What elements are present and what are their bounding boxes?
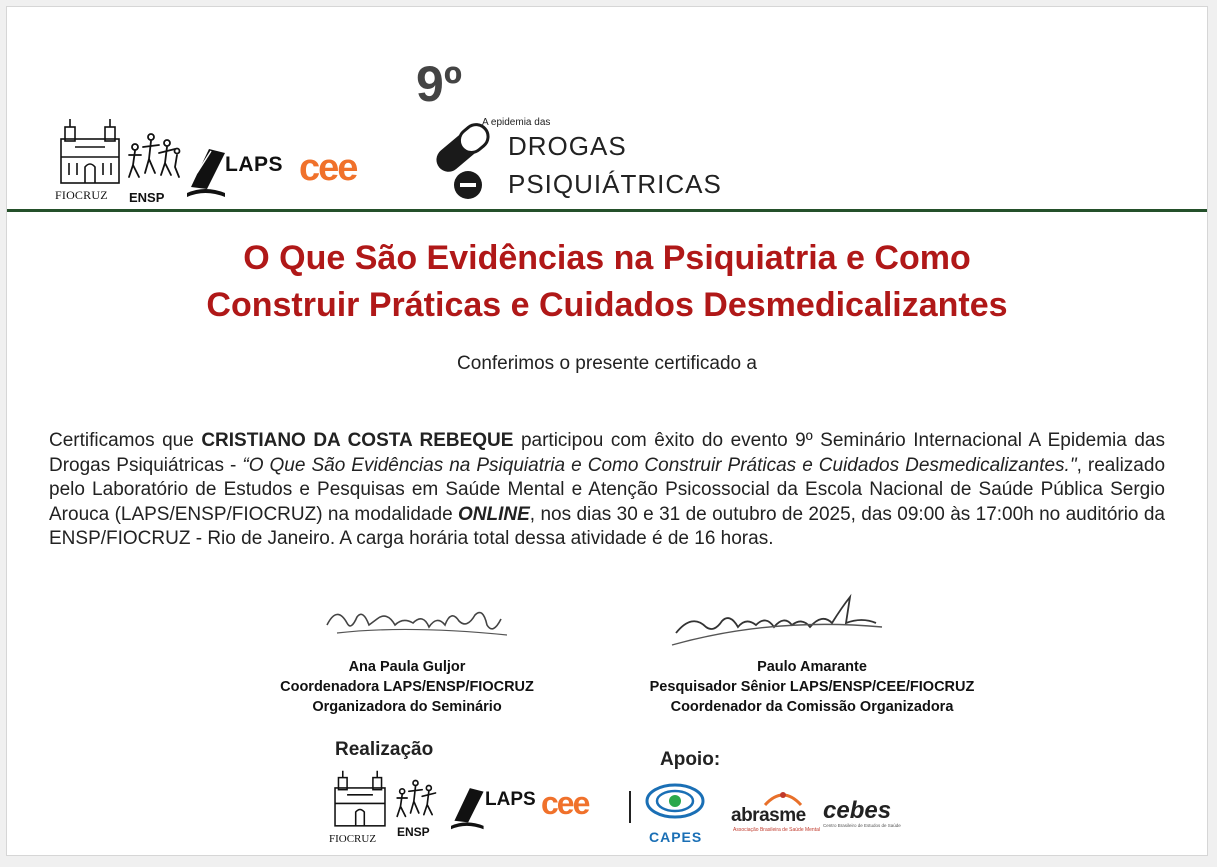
body-organizer: , realizado pelo Laboratório de Estudos e Pesquisas em Saúde Mental e Atenção Psicossocial da Escola Nacional de Saúde Pública Sergio Arouca (LAPS/ENSP/FIOCRUZ) na modalidade xyxy=(49,454,1166,525)
signer-role: Coordenadora LAPS/ENSP/FIOCRUZ xyxy=(280,679,534,695)
event-title-line2: PSIQUIÁTRICAS xyxy=(508,169,722,199)
body-intro: Certificamos que xyxy=(49,430,202,451)
laps-label: LAPS xyxy=(485,789,536,810)
fiocruz-label: FIOCRUZ xyxy=(55,188,108,202)
footer-laps-logo xyxy=(449,783,549,831)
capes-eye-icon xyxy=(643,779,707,823)
abrasme-subtitle: Associação Brasileira de Saúde Mental xyxy=(733,827,820,833)
signer-name: Ana Paula Guljor xyxy=(348,659,466,675)
certificate-body xyxy=(49,429,1165,552)
modality: ONLINE xyxy=(458,503,530,525)
body-dates: , nos dias 30 e 31 de outubro de 2025, das 09:00 às 17:00h no auditório da ENSP/FIOCRUZ - Rio de Janeiro. A carga horária total dessa atividade é de 16 horas. xyxy=(49,503,1165,549)
capes-logo xyxy=(643,779,715,845)
fiocruz-label: FIOCRUZ xyxy=(329,833,377,845)
ensp-label: ENSP xyxy=(129,190,165,205)
cebes-logo xyxy=(823,799,909,837)
talk-title: “O Que São Evidências na Psiquiatria e Como Construir Práticas e Cuidados Desmedicalizantes." xyxy=(242,454,1077,476)
capes-label: CAPES xyxy=(649,829,703,845)
footer-ensp-logo xyxy=(393,773,443,839)
signature-block-right xyxy=(612,657,1012,717)
event-title-line1: DROGAS xyxy=(508,131,627,161)
event-subtitle: A epidemia das xyxy=(482,117,551,128)
certificate-page xyxy=(6,6,1208,856)
footer-fiocruz-logo xyxy=(329,769,391,845)
title-line-1: O Que São Evidências na Psiquiatria e Como xyxy=(243,239,971,277)
footer-cee-logo: cee xyxy=(541,785,589,821)
participant-name: CRISTIANO DA COSTA REBEQUE xyxy=(201,430,514,451)
footer-separator xyxy=(629,791,631,823)
fiocruz-building-icon xyxy=(329,769,391,831)
laps-label: LAPS xyxy=(225,153,284,176)
body-event: participou com êxito do evento 9º Seminário Internacional A Epidemia das Drogas Psiquiátricas - xyxy=(49,430,1165,476)
signer-role-2: Organizadora do Seminário xyxy=(312,699,502,715)
fiocruz-logo xyxy=(55,117,125,203)
cebes-label: cebes xyxy=(823,797,892,824)
ensp-figures-icon xyxy=(393,773,443,823)
signature-block-left xyxy=(247,657,567,717)
abrasme-logo xyxy=(729,789,821,835)
ensp-logo xyxy=(125,125,183,205)
signer-name: Paulo Amarante xyxy=(757,659,867,675)
ensp-label: ENSP xyxy=(397,825,430,839)
laps-logo xyxy=(185,143,295,199)
event-number: 9º xyxy=(416,56,463,112)
laps-book-icon xyxy=(449,783,489,831)
fiocruz-building-icon xyxy=(55,117,125,189)
title-line-2: Construir Práticas e Cuidados Desmedicalizantes xyxy=(206,286,1008,324)
realizacao-heading: Realização xyxy=(335,739,434,760)
event-logo xyxy=(412,56,772,209)
cebes-subtitle: Centro Brasileiro de Estudos de Saúde xyxy=(823,823,901,828)
certificate-title xyxy=(67,235,1147,329)
cee-logo: cee xyxy=(299,147,357,189)
signature-ana-paula xyxy=(317,595,517,647)
header-divider xyxy=(7,209,1207,212)
apoio-heading: Apoio: xyxy=(660,749,721,770)
signer-role-2: Coordenador da Comissão Organizadora xyxy=(670,699,954,715)
ensp-figures-icon xyxy=(125,125,183,185)
abrasme-label: abrasme xyxy=(731,805,806,826)
confer-text: Conferimos o presente certificado a xyxy=(457,353,757,374)
signer-role: Pesquisador Sênior LAPS/ENSP/CEE/FIOCRUZ xyxy=(649,679,975,695)
signature-paulo-amarante xyxy=(662,593,892,653)
